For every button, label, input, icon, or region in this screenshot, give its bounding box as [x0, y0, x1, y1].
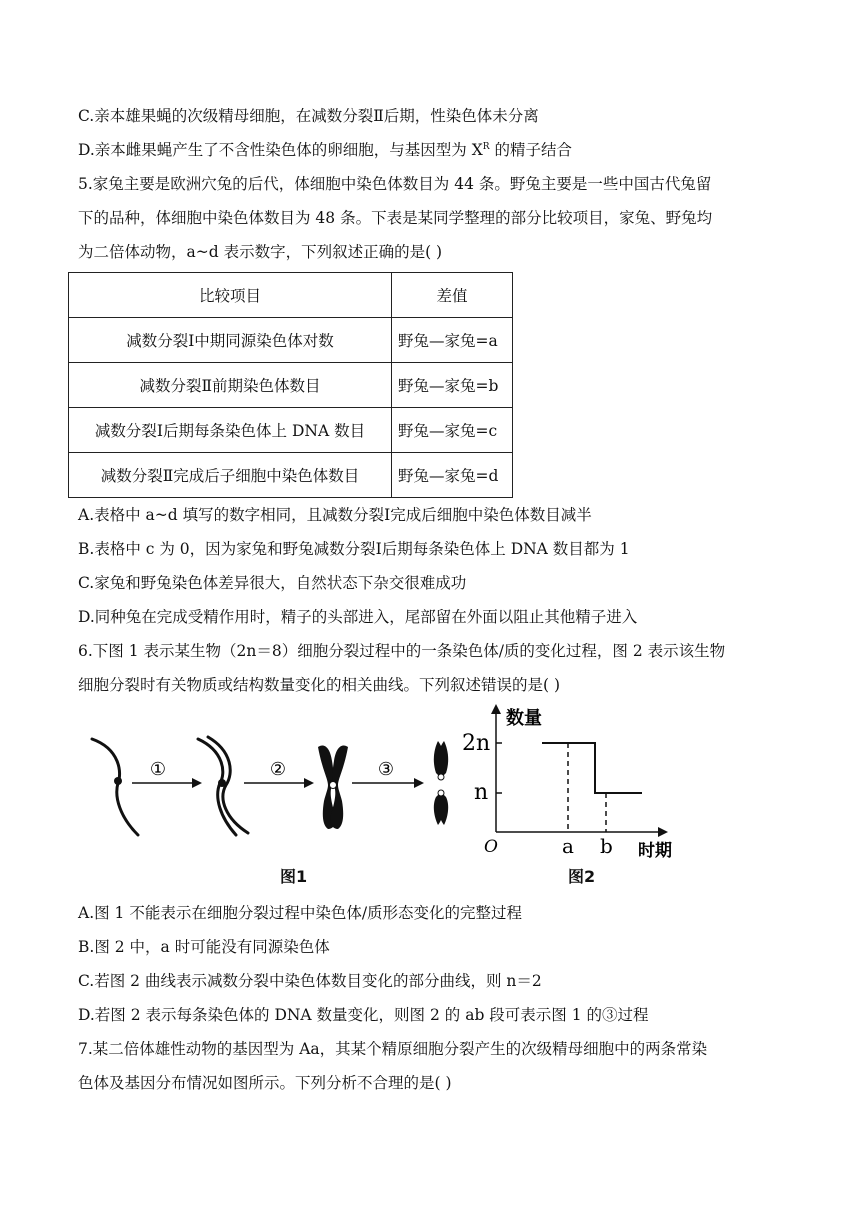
q5-stem-line1: 5.家兔主要是欧洲穴兔的后代，体细胞中染色体数目为 44 条。野兔主要是一些中国古代兔留: [78, 175, 712, 193]
q5-stem-line2: 下的品种，体细胞中染色体数目为 48 条。下表是某同学整理的部分比较项目，家兔、野兔均: [78, 209, 713, 227]
figure-1-caption: 图1: [280, 867, 308, 886]
chromatin-strand: [92, 739, 138, 835]
table-cell-diff: 野兔—家兔=c: [392, 408, 513, 453]
quantity-curve: [542, 743, 642, 793]
centromere-dot: [330, 782, 337, 789]
q7-stem-line1: 7.某二倍体雄性动物的基因型为 Aa，其某个精原细胞分裂产生的次级精母细胞中的两条常染: [78, 1040, 708, 1058]
table-row: [69, 408, 513, 453]
q5-option-d: D.同种兔在完成受精作用时，精子的头部进入，尾部留在外面以阻止其他精子进入: [78, 608, 638, 626]
x-tick-b: b: [600, 834, 613, 858]
x-tick-a: a: [562, 834, 574, 858]
step-2-label: ②: [269, 759, 287, 780]
y-tick-2n: 2n: [462, 731, 491, 756]
q6-stem-line1: 6.下图 1 表示某生物（2n＝8）细胞分裂过程中的一条染色体/质的变化过程，图 2 表示该生物: [78, 642, 726, 660]
x-axis-label: 时期: [638, 841, 672, 861]
table-row: [69, 453, 513, 498]
q7-stem-line2: 色体及基因分布情况如图所示。下列分析不合理的是( ): [78, 1074, 452, 1092]
separated-chromatids: [434, 741, 448, 825]
table-cell-item: 减数分裂Ⅱ完成后子细胞中染色体数目: [69, 453, 392, 498]
centromere-dot: [438, 790, 444, 796]
table-header-item: 比较项目: [69, 273, 392, 318]
table-header-diff: 差值: [392, 273, 513, 318]
y-axis-arrow: [491, 704, 501, 714]
arrow-1: [132, 778, 202, 788]
option-d-prev-sup: R: [482, 142, 490, 152]
q6-stem-line2: 细胞分裂时有关物质或结构数量变化的相关曲线。下列叙述错误的是( ): [78, 676, 561, 694]
table-cell-item: 减数分裂Ⅰ中期同源染色体对数: [69, 318, 392, 363]
centromere-dot: [114, 777, 122, 785]
y-axis-label: 数量: [506, 708, 542, 729]
q6-option-d: D.若图 2 表示每条染色体的 DNA 数量变化，则图 2 的 ab 段可表示图 1 的③过程: [78, 1006, 649, 1024]
q6-option-c: C.若图 2 曲线表示减数分裂中染色体数目变化的部分曲线，则 n＝2: [78, 972, 542, 990]
step-1-label: ①: [149, 759, 167, 780]
y-tick-n: n: [474, 780, 489, 805]
table-cell-diff: 野兔—家兔=a: [392, 318, 513, 363]
figure-2-quantity-curve: [460, 700, 700, 865]
option-d-prev-tail: 的精子结合: [489, 141, 572, 159]
q6-option-b: B.图 2 中，a 时可能没有同源染色体: [78, 938, 330, 956]
option-d-prev-text: D.亲本雌果蝇产生了不含性染色体的卵细胞，与基因型为 X: [78, 141, 483, 159]
table-row: [69, 363, 513, 408]
table-header-row: [69, 273, 513, 318]
x-axis-arrow: [658, 827, 668, 837]
q5-option-a: A.表格中 a~d 填写的数字相同，且减数分裂Ⅰ完成后细胞中染色体数目减半: [78, 506, 592, 524]
q6-option-a: A.图 1 不能表示在细胞分裂过程中染色体/质形态变化的完整过程: [78, 904, 523, 922]
q5-option-c: C.家兔和野兔染色体差异很大，自然状态下杂交很难成功: [78, 574, 467, 592]
table-cell-item: 减数分裂Ⅱ前期染色体数目: [69, 363, 392, 408]
centromere-dot: [438, 774, 444, 780]
q5-option-b: B.表格中 c 为 0，因为家兔和野兔减数分裂Ⅰ后期每条染色体上 DNA 数目都为 1: [78, 540, 630, 558]
figure-1-chromosome-changes: [80, 725, 470, 845]
q5-stem-line3: 为二倍体动物，a~d 表示数字，下列叙述正确的是( ): [78, 243, 443, 261]
step-3-label: ③: [377, 759, 395, 780]
figure-2-caption: 图2: [568, 867, 596, 886]
table-cell-diff: 野兔—家兔=b: [392, 363, 513, 408]
option-d-prev: [78, 140, 572, 160]
table-cell-item: 减数分裂Ⅰ后期每条染色体上 DNA 数目: [69, 408, 392, 453]
comparison-table: [68, 272, 513, 498]
centromere-dot: [218, 779, 226, 787]
origin-label: O: [484, 837, 498, 857]
option-c-prev: C.亲本雄果蝇的次级精母细胞，在减数分裂Ⅱ后期，性染色体未分离: [78, 107, 539, 125]
table-cell-diff: 野兔—家兔=d: [392, 453, 513, 498]
table-row: [69, 318, 513, 363]
